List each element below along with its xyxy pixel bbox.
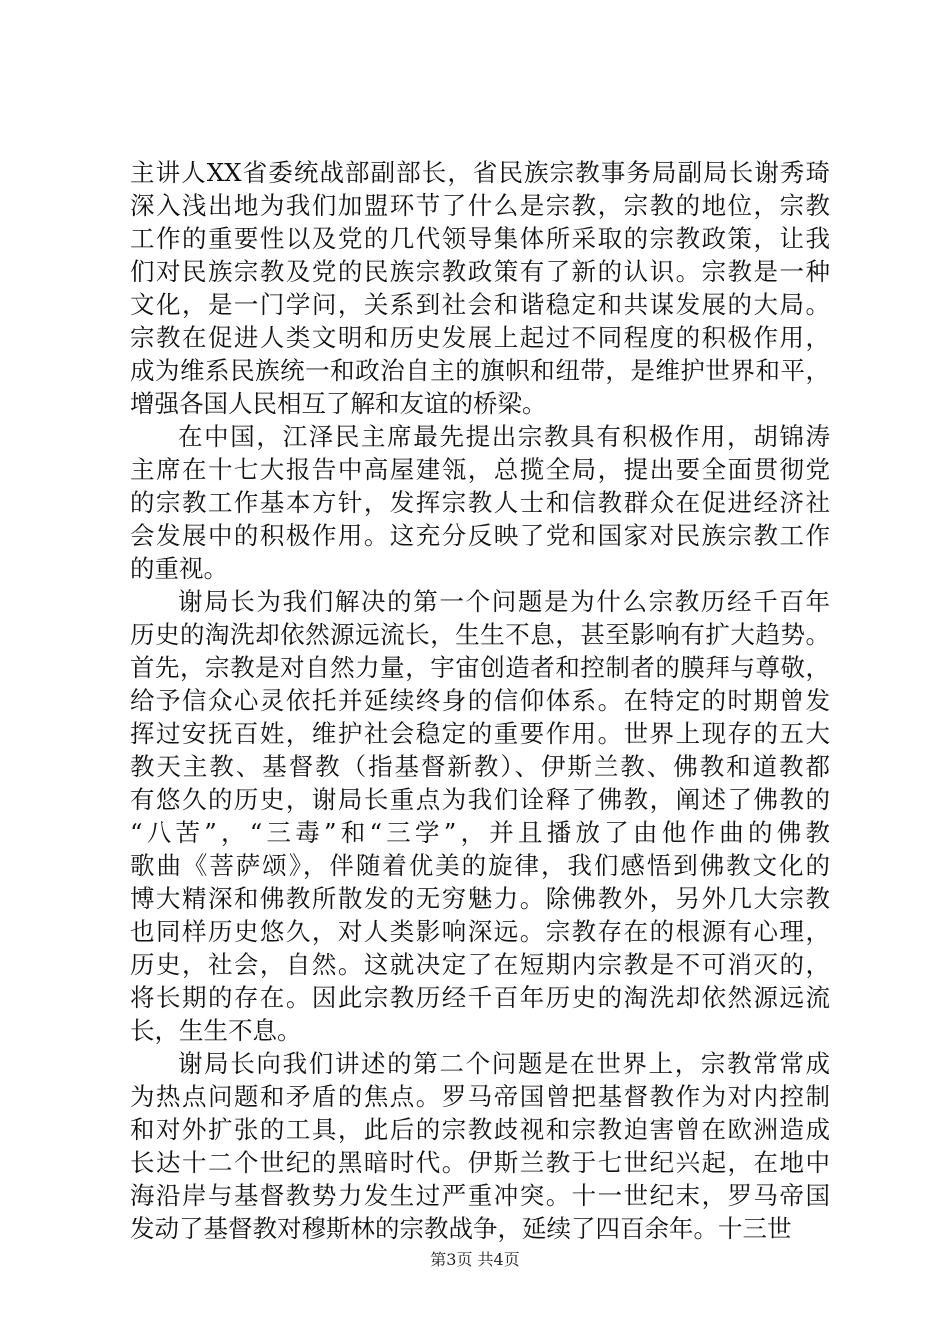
text-line: “八苦”，“三毒”和“三学”，并且播放了由他作曲的佛教 xyxy=(130,818,830,847)
text-line: 首先，宗教是对自然力量，宇宙创造者和控制者的膜拜与尊敬， xyxy=(130,653,830,682)
paragraph xyxy=(130,420,830,585)
text-line: 谢局长为我们解决的第一个问题是为什么宗教历经千百年 xyxy=(178,587,830,616)
paragraph xyxy=(130,585,830,1047)
text-line: 增强各国人民相互了解和友谊的桥梁。 xyxy=(130,389,547,418)
paragraph xyxy=(130,1047,830,1245)
text-line: 们对民族宗教及党的民族宗教政策有了新的认识。宗教是一种 xyxy=(130,257,830,286)
text-line: 谢局长向我们讲述的第二个问题是在世界上，宗教常常成 xyxy=(178,1049,830,1078)
paragraph xyxy=(130,156,830,420)
text-line: 深入浅出地为我们加盟环节了什么是宗教，宗教的地位，宗教 xyxy=(130,191,830,220)
text-line: 博大精深和佛教所散发的无穷魅力。除佛教外，另外几大宗教 xyxy=(130,884,830,913)
text-line: 的重视。 xyxy=(130,554,228,583)
text-line: 工作的重要性以及党的几代领导集体所采取的宗教政策，让我 xyxy=(130,224,830,253)
text-line: 长达十二个世纪的黑暗时代。伊斯兰教于七世纪兴起，在地中 xyxy=(130,1148,830,1177)
text-line: 为热点问题和矛盾的焦点。罗马帝国曾把基督教作为对内控制 xyxy=(130,1082,830,1111)
text-line: 的宗教工作基本方针，发挥宗教人士和信教群众在促进经济社 xyxy=(130,488,830,517)
text-line: 主讲人XX省委统战部副部长，省民族宗教事务局副局长谢秀琦 xyxy=(130,158,830,187)
text-line: 文化，是一门学问，关系到社会和谐稳定和共谋发展的大局。 xyxy=(130,290,830,319)
text-line: 发动了基督教对穆斯林的宗教战争，延续了四百余年。十三世 xyxy=(130,1214,792,1243)
text-line: 历史，社会，自然。这就决定了在短期内宗教是不可消灭的， xyxy=(130,950,830,979)
text-line: 成为维系民族统一和政治自主的旗帜和纽带，是维护世界和平， xyxy=(130,356,830,385)
text-line: 歌曲《菩萨颂》，伴随着优美的旋律，我们感悟到佛教文化的 xyxy=(130,851,830,880)
text-line: 会发展中的积极作用。这充分反映了党和国家对民族宗教工作 xyxy=(130,521,830,550)
text-line: 和对外扩张的工具，此后的宗教歧视和宗教迫害曾在欧洲造成 xyxy=(130,1115,830,1144)
text-line: 有悠久的历史，谢局长重点为我们诠释了佛教，阐述了佛教的 xyxy=(130,785,830,814)
text-line: 在中国，江泽民主席最先提出宗教具有积极作用，胡锦涛 xyxy=(178,422,830,451)
text-line: 教天主教、基督教（指基督新教）、伊斯兰教、佛教和道教都 xyxy=(130,752,830,781)
text-line: 宗教在促进人类文明和历史发展上起过不同程度的积极作用， xyxy=(130,323,830,352)
text-line: 历史的淘洗却依然源远流长，生生不息，甚至影响有扩大趋势。 xyxy=(130,620,830,649)
text-line: 也同样历史悠久，对人类影响深远。宗教存在的根源有心理， xyxy=(130,917,830,946)
text-line: 海沿岸与基督教势力发生过严重冲突。十一世纪末，罗马帝国 xyxy=(130,1181,830,1210)
page-footer: 第3页 共4页 xyxy=(430,1250,520,1269)
text-line: 挥过安抚百姓，维护社会稳定的重要作用。世界上现存的五大 xyxy=(130,719,830,748)
text-line: 主席在十七大报告中高屋建瓴，总揽全局，提出要全面贯彻党 xyxy=(130,455,830,484)
text-line: 给予信众心灵依托并延续终身的信仰体系。在特定的时期曾发 xyxy=(130,686,830,715)
text-line: 长，生生不息。 xyxy=(130,1016,302,1045)
text-line: 将长期的存在。因此宗教历经千百年历史的淘洗却依然源远流 xyxy=(130,983,830,1012)
body-text xyxy=(130,156,830,1245)
